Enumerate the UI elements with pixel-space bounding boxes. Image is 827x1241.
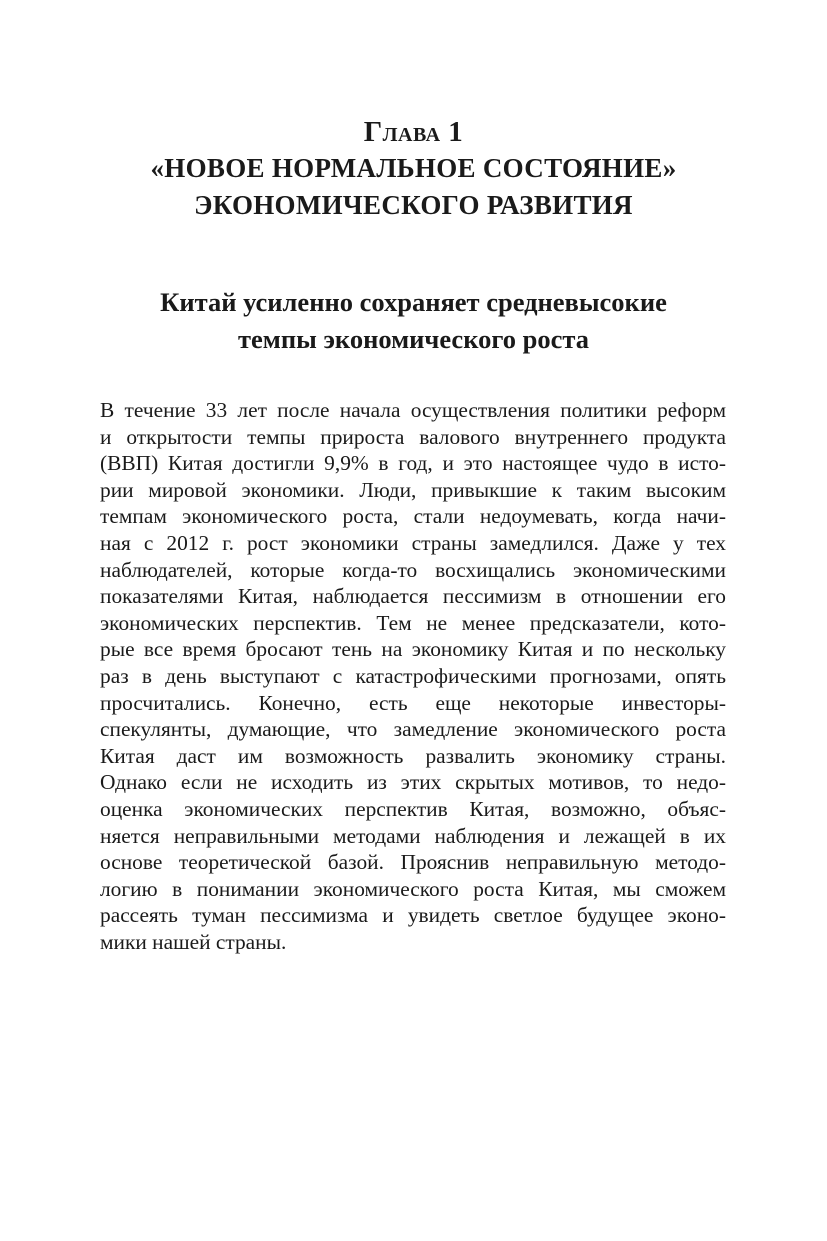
body-line: (ВВП) Китая достигли 9,9% в год, и это настоящее чудо в исто-: [100, 451, 726, 476]
body-line: и открытости темпы прироста валового внутреннего продукта: [100, 424, 726, 449]
body-line: раз в день выступают с катастрофическими прогнозами, опять: [100, 663, 726, 688]
body-line: наблюдателей, которые когда-то восхищались экономическими: [100, 557, 726, 582]
body-line: рассеять туман пессимизма и увидеть светлое будущее эконо-: [100, 903, 726, 928]
chapter-title: [0, 150, 827, 224]
section-title-line: Китай усиленно сохраняет средневысокие: [160, 287, 667, 317]
body-line: экономических перспектив. Тем не менее предсказатели, кото-: [100, 610, 726, 635]
section-title-line: темпы экономического роста: [238, 324, 589, 354]
body-paragraph: [100, 397, 726, 955]
body-line: спекулянты, думающие, что замедление экономического роста: [100, 717, 726, 742]
body-line: мики нашей страны.: [100, 929, 287, 954]
body-line: показателями Китая, наблюдается пессимизм в отношении его: [100, 584, 726, 609]
chapter-title-line: «НОВОЕ НОРМАЛЬНОЕ СОСТОЯНИЕ»: [150, 153, 677, 183]
body-line: няется неправильными методами наблюдения и лежащей в их: [100, 823, 726, 848]
body-line: темпам экономического роста, стали недоумевать, когда начи-: [100, 504, 726, 529]
body-line: рые все время бросают тень на экономику Китая и по нескольку: [100, 637, 726, 662]
body-line: Однако если не исходить из этих скрытых мотивов, то недо-: [100, 770, 726, 795]
chapter-title-line: ЭКОНОМИЧЕСКОГО РАЗВИТИЯ: [194, 190, 633, 220]
body-line: Китая даст им возможность развалить экономику страны.: [100, 743, 726, 768]
body-line: ная с 2012 г. рост экономики страны замедлился. Даже у тех: [100, 530, 726, 555]
section-title: [0, 284, 827, 358]
body-line: логию в понимании экономического роста Китая, мы сможем: [100, 876, 726, 901]
body-line: просчитались. Конечно, есть еще некоторые инвесторы-: [100, 690, 726, 715]
chapter-label: Глава 1: [363, 116, 464, 148]
body-line: основе теоретической базой. Прояснив неправильную методо-: [100, 850, 726, 875]
body-line: рии мировой экономики. Люди, привыкшие к таким высоким: [100, 477, 726, 502]
body-line: В течение 33 лет после начала осуществления политики реформ: [100, 398, 726, 422]
body-line: оценка экономических перспектив Китая, возможно, объяс-: [100, 796, 726, 821]
